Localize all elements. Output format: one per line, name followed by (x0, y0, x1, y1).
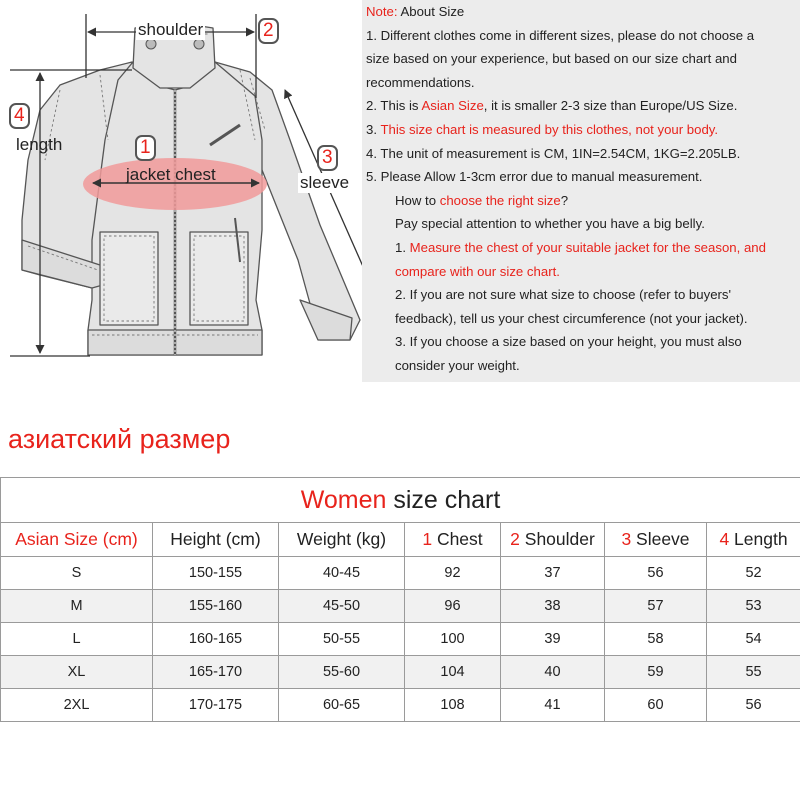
column-header-label: Chest (432, 529, 483, 549)
table-cell: 55 (707, 656, 800, 689)
table-cell: 39 (501, 623, 605, 656)
size-notes-panel (362, 0, 800, 382)
column-header-label: Sleeve (631, 529, 690, 549)
column-header-number: 4 (719, 529, 730, 549)
table-title-row (1, 478, 800, 523)
table-cell: 165-170 (153, 656, 279, 689)
table-cell: 92 (405, 557, 501, 590)
table-cell: 160-165 (153, 623, 279, 656)
column-header-label: Length (729, 529, 788, 549)
table-cell: 37 (501, 557, 605, 590)
table-row (1, 656, 800, 689)
column-header (501, 523, 605, 557)
column-header (405, 523, 501, 557)
note-item-1-line-1: 1. Different clothes come in different sizes, please do not choose a (366, 27, 755, 43)
note-item-1-line-3: recommendations. (366, 74, 475, 90)
table-cell: 41 (501, 689, 605, 722)
table-cell: XL (1, 656, 153, 689)
asian-size-heading: азиатский размер (8, 424, 231, 454)
table-cell: 50-55 (279, 623, 405, 656)
shoulder-label: shoulder (138, 20, 204, 39)
table-cell: 54 (707, 623, 800, 656)
number-3-tag: 3 (317, 145, 338, 171)
column-header (605, 523, 707, 557)
tip-1-line-1: 1. Measure the chest of your suitable jacket for the season, and (395, 240, 766, 255)
table-cell: 170-175 (153, 689, 279, 722)
table-body (1, 557, 800, 722)
column-header-number: 1 (422, 529, 433, 549)
table-cell: 60-65 (279, 689, 405, 722)
table-cell: 45-50 (279, 590, 405, 623)
table-cell: 56 (605, 557, 707, 590)
table-cell: 104 (405, 656, 501, 689)
note-item-1-line-2: size based on your experience, but based on our size chart and (366, 51, 737, 67)
column-header-label: Shoulder (519, 529, 595, 549)
note-item-5: 5. Please Allow 1-3cm error due to manual measurement. (366, 169, 703, 185)
table-cell: 100 (405, 623, 501, 656)
size-chart-table (0, 477, 800, 722)
jacket-diagram (0, 0, 362, 380)
table-cell: L (1, 623, 153, 656)
number-2-tag: 2 (258, 18, 279, 44)
column-header-number: 3 (621, 529, 632, 549)
column-header-label: Weight (kg) (296, 529, 387, 549)
table-header-row (1, 523, 800, 557)
table-cell: 108 (405, 689, 501, 722)
table-cell: 59 (605, 656, 707, 689)
table-row (1, 623, 800, 656)
length-label: length (16, 135, 63, 154)
column-header (153, 523, 279, 557)
column-header-label: Asian Size (cm) (15, 529, 138, 549)
table-cell: 60 (605, 689, 707, 722)
tip-2-line-2: feedback), tell us your chest circumference (not your jacket). (395, 310, 748, 326)
table-cell: 57 (605, 590, 707, 623)
column-header (279, 523, 405, 557)
table-cell: 2XL (1, 689, 153, 722)
tip-3-line-2: consider your weight. (395, 358, 520, 373)
number-4-tag: 4 (9, 103, 30, 129)
how-to-choose: How to choose the right size? (395, 192, 569, 208)
table-cell: 38 (501, 590, 605, 623)
table-cell: 58 (605, 623, 707, 656)
note-item-3: 3. This size chart is measured by this clothes, not your body. (366, 122, 719, 137)
note-item-4: 4. The unit of measurement is CM, 1IN=2.54CM, 1KG=2.205LB. (366, 145, 741, 161)
column-header-number: 2 (510, 529, 520, 549)
jacket-chest-label: jacket chest (126, 165, 216, 184)
table-cell: 40 (501, 656, 605, 689)
note-heading: Note: About Size (366, 4, 465, 19)
table-cell: 56 (707, 689, 800, 722)
column-header-label: Height (cm) (170, 529, 261, 549)
column-header (707, 523, 800, 557)
table-cell: 155-160 (153, 590, 279, 623)
number-1-tag: 1 (135, 135, 156, 161)
table-cell: S (1, 557, 153, 590)
note-item-2: 2. This is Asian Size, it is smaller 2-3 size than Europe/US Size. (366, 98, 738, 114)
sleeve-label: sleeve (300, 173, 350, 192)
column-header (1, 523, 153, 557)
table-row (1, 557, 800, 590)
table-cell: 150-155 (153, 557, 279, 590)
table-row (1, 689, 800, 722)
table-title: Women size chart (1, 478, 800, 523)
table-cell: 53 (707, 590, 800, 623)
table-cell: M (1, 590, 153, 623)
table-cell: 52 (707, 557, 800, 590)
table-row (1, 590, 800, 623)
belly-note: Pay special attention to whether you have a big belly. (395, 216, 705, 232)
table-cell: 96 (405, 590, 501, 623)
table-cell: 40-45 (279, 557, 405, 590)
tip-1-line-2: compare with our size chart. (395, 263, 560, 279)
table-cell: 55-60 (279, 656, 405, 689)
tip-3-line-1: 3. If you choose a size based on your height, you must also (395, 334, 742, 350)
tip-2-line-1: 2. If you are not sure what size to choose (refer to buyers' (395, 287, 732, 303)
